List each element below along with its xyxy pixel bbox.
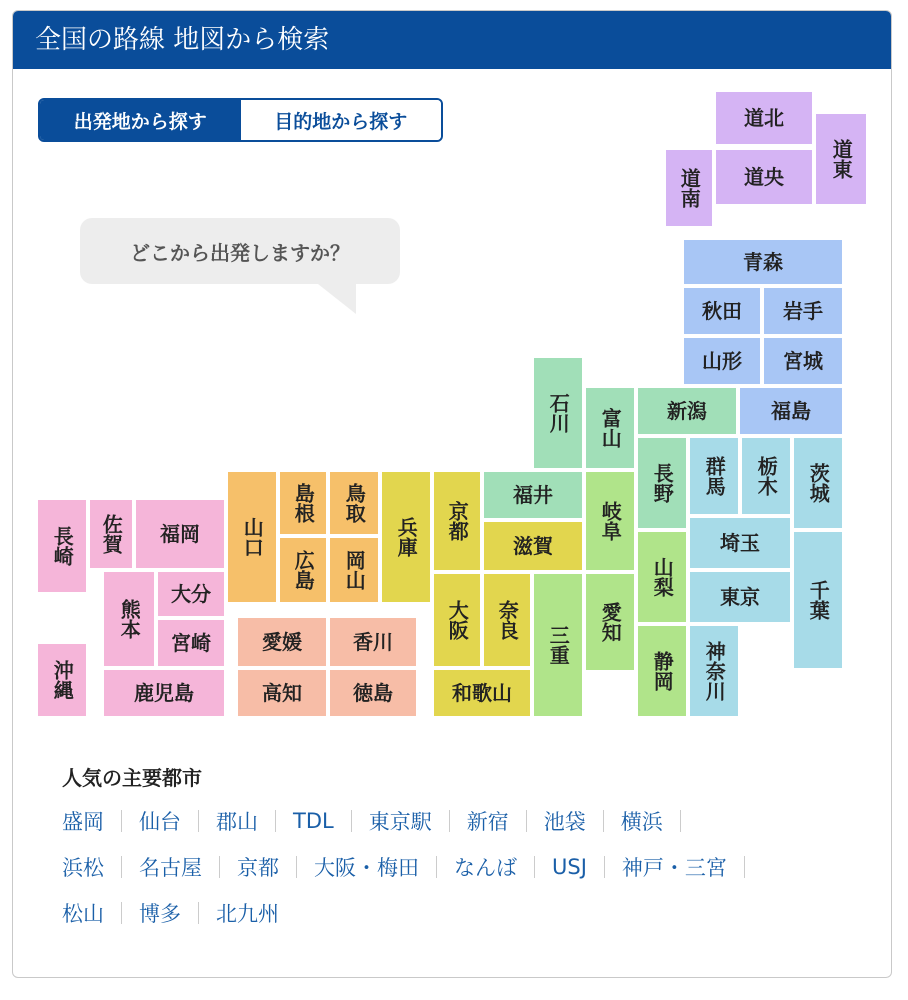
pref-yamagata[interactable]: 山形 [684,338,760,384]
pref-kochi[interactable]: 高知 [238,670,326,716]
city-divider [351,810,352,832]
city-divider [604,856,605,878]
departure-tab[interactable]: 出発地から探す [40,100,241,140]
pref-gifu[interactable]: 岐阜 [586,472,634,570]
pref-yamaguchi[interactable]: 山口 [228,472,276,602]
pref-ibaraki[interactable]: 茨城 [794,438,842,528]
prompt-bubble-tail [318,284,356,314]
pref-dohoku[interactable]: 道北 [716,92,812,144]
pref-okayama[interactable]: 岡山 [330,538,378,602]
city-link[interactable]: 北九州 [216,902,279,926]
pref-osaka[interactable]: 大阪 [434,574,480,666]
city-link[interactable]: TDL [293,809,334,833]
pref-gunma[interactable]: 群馬 [690,438,738,514]
pref-iwate[interactable]: 岩手 [764,288,842,334]
city-divider [219,856,220,878]
pref-nara[interactable]: 奈良 [484,574,530,666]
city-divider [449,810,450,832]
pref-donan[interactable]: 道南 [666,150,712,226]
pref-doo[interactable]: 道央 [716,150,812,204]
pref-okinawa[interactable]: 沖縄 [38,644,86,716]
city-link[interactable]: 東京駅 [368,810,432,834]
city-divider [680,810,681,832]
city-divider [296,856,297,878]
destination-tab[interactable]: 目的地から探す [241,100,442,140]
city-link[interactable]: 池袋 [543,810,586,834]
city-link[interactable]: 横浜 [620,810,663,834]
pref-kagawa[interactable]: 香川 [330,618,416,666]
city-divider [744,856,745,878]
city-link[interactable]: 博多 [139,902,181,926]
pref-aichi[interactable]: 愛知 [586,574,634,670]
city-divider [198,902,199,924]
pref-niigata[interactable]: 新潟 [638,388,736,434]
city-divider [121,856,122,878]
pref-wakayama[interactable]: 和歌山 [434,670,530,716]
city-divider [121,810,122,832]
pref-shimane[interactable]: 島根 [280,472,326,534]
pref-fukuoka[interactable]: 福岡 [136,500,224,568]
pref-tottori[interactable]: 鳥取 [330,472,378,534]
city-link[interactable]: なんば [454,856,517,880]
city-link[interactable]: 郡山 [216,810,258,834]
pref-tochigi[interactable]: 栃木 [742,438,790,514]
city-divider [603,810,604,832]
city-link[interactable]: 浜松 [62,856,104,880]
pref-fukushima[interactable]: 福島 [740,388,842,434]
city-row-2 [62,852,762,882]
pref-aomori[interactable]: 青森 [684,240,842,284]
search-mode-toggle [38,98,443,142]
pref-tokyo[interactable]: 東京 [690,572,790,622]
pref-mie[interactable]: 三重 [534,574,582,716]
city-divider [526,810,527,832]
city-divider [198,810,199,832]
city-row-3 [62,898,279,928]
pref-nagano[interactable]: 長野 [638,438,686,528]
pref-dotou[interactable]: 道東 [816,114,866,204]
pref-yamanashi[interactable]: 山梨 [638,532,686,622]
city-divider [275,810,276,832]
city-link[interactable]: 大阪・梅田 [314,856,419,880]
pref-fukui[interactable]: 福井 [484,472,582,518]
city-link[interactable]: 名古屋 [139,856,202,880]
popular-cities-title: 人気の主要都市 [62,766,202,790]
pref-hiroshima[interactable]: 広島 [280,538,326,602]
pref-ishikawa[interactable]: 石川 [534,358,582,468]
prompt-bubble: どこから出発しますか？ [80,218,400,284]
pref-hyogo[interactable]: 兵庫 [382,472,430,602]
pref-kyoto[interactable]: 京都 [434,472,480,570]
city-row-1 [62,806,698,836]
pref-nagasaki[interactable]: 長崎 [38,500,86,592]
panel-header: 全国の路線 地図から検索 [13,11,891,69]
city-divider [534,856,535,878]
pref-akita[interactable]: 秋田 [684,288,760,334]
city-link[interactable]: 盛岡 [62,810,104,834]
pref-shiga[interactable]: 滋賀 [484,522,582,570]
city-link[interactable]: 松山 [62,902,104,926]
pref-saitama[interactable]: 埼玉 [690,518,790,568]
pref-oita[interactable]: 大分 [158,572,224,616]
pref-shizuoka[interactable]: 静岡 [638,626,686,716]
city-divider [436,856,437,878]
pref-tokushima[interactable]: 徳島 [330,670,416,716]
pref-kumamoto[interactable]: 熊本 [104,572,154,666]
city-link[interactable]: 新宿 [466,810,509,834]
pref-kanagawa[interactable]: 神奈川 [690,626,738,716]
city-link[interactable]: 神戸・三宮 [621,856,727,880]
pref-miyagi[interactable]: 宮城 [764,338,842,384]
city-link[interactable]: USJ [552,855,587,879]
pref-kagoshima[interactable]: 鹿児島 [104,670,224,716]
pref-saga[interactable]: 佐賀 [90,500,132,568]
pref-toyama[interactable]: 富山 [586,388,634,468]
pref-miyazaki[interactable]: 宮崎 [158,620,224,666]
pref-chiba[interactable]: 千葉 [794,532,842,668]
city-link[interactable]: 京都 [237,856,279,880]
city-divider [121,902,122,924]
city-link[interactable]: 仙台 [139,810,181,834]
pref-ehime[interactable]: 愛媛 [238,618,326,666]
